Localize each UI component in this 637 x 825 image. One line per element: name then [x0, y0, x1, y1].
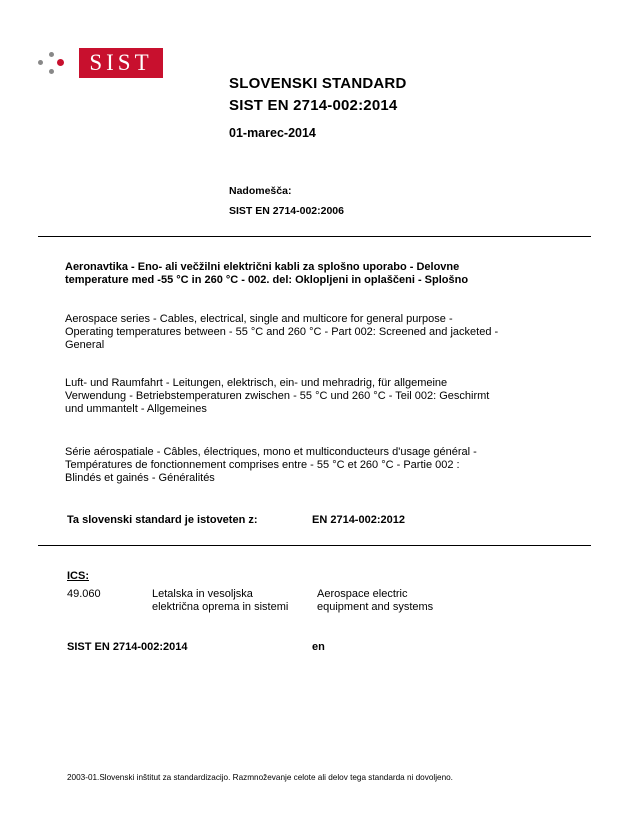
- divider-bottom: [38, 545, 591, 546]
- standard-type: SLOVENSKI STANDARD: [229, 75, 407, 92]
- title-sl-line: Aeronavtika - Eno- ali večžilni električni kabli za splošno uporabo - Delovne: [65, 261, 460, 273]
- ics-en-line: equipment and systems: [317, 601, 434, 613]
- logo-dot-bottom: [49, 69, 54, 74]
- ics-code: 49.060: [67, 588, 101, 600]
- language-code: en: [312, 641, 325, 653]
- title-fr-line: Série aérospatiale - Câbles, électriques, mono et multiconducteurs d'usage général -: [65, 446, 477, 458]
- replaces-label: Nadomešča:: [229, 185, 292, 197]
- ics-desc-english: [317, 588, 433, 614]
- ics-label: ICS:: [67, 570, 89, 582]
- identical-value: EN 2714-002:2012: [312, 514, 405, 526]
- title-de-line: und ummantelt - Allgemeines: [65, 403, 207, 415]
- logo-dot-accent: [57, 59, 64, 66]
- title-slovenian: [65, 261, 585, 287]
- logo-wordmark: SIST: [79, 48, 163, 78]
- title-french: [65, 446, 585, 485]
- publication-date: 01-marec-2014: [229, 126, 316, 140]
- identical-label: Ta slovenski standard je istoveten z:: [67, 514, 258, 526]
- title-sl-line: temperature med -55 °C in 260 °C - 002. del: Oklopljeni in oplaščeni - Splošno: [65, 274, 469, 286]
- ics-en-line: Aerospace electric: [317, 588, 408, 600]
- logo-dot-top: [49, 52, 54, 57]
- title-en-line: General: [65, 339, 105, 351]
- divider-top: [38, 236, 591, 237]
- title-german: [65, 377, 585, 416]
- logo-dot-left: [38, 60, 43, 65]
- title-en-line: Aerospace series - Cables, electrical, single and multicore for general purpose -: [65, 313, 453, 325]
- title-fr-line: Blindés et gainés - Généralités: [65, 472, 215, 484]
- title-en-line: Operating temperatures between - 55 °C and 260 °C - Part 002: Screened and jacketed -: [65, 326, 499, 338]
- bottom-standard-id: SIST EN 2714-002:2014: [67, 641, 188, 653]
- standard-id: SIST EN 2714-002:2014: [229, 97, 398, 114]
- replaces-id: SIST EN 2714-002:2006: [229, 205, 344, 217]
- copyright-footer: 2003-01.Slovenski inštitut za standardizacijo. Razmnoževanje celote ali delov tega standarda ni dovoljeno.: [67, 773, 453, 782]
- ics-desc-slovenian: [152, 588, 288, 614]
- title-english: [65, 313, 585, 352]
- title-de-line: Verwendung - Betriebstemperaturen zwischen - 55 °C und 260 °C - Teil 002: Geschirmt: [65, 390, 490, 402]
- ics-sl-line: električna oprema in sistemi: [152, 601, 289, 613]
- title-de-line: Luft- und Raumfahrt - Leitungen, elektrisch, ein- und mehradrig, für allgemeine: [65, 377, 448, 389]
- title-fr-line: Températures de fonctionnement comprises entre - 55 °C et 260 °C - Partie 002 :: [65, 459, 460, 471]
- ics-sl-line: Letalska in vesoljska: [152, 588, 253, 600]
